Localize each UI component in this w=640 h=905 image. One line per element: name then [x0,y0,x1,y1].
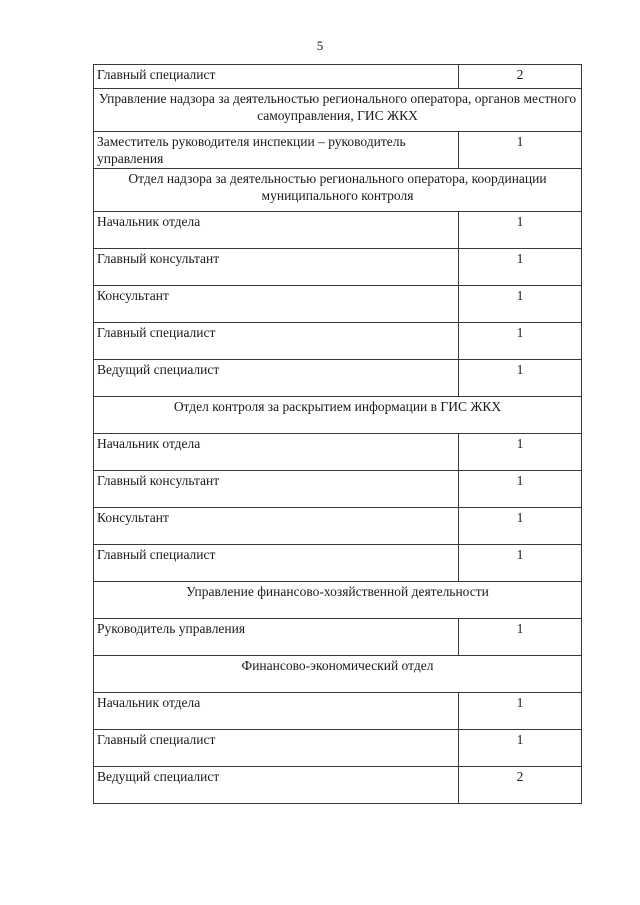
position-count: 2 [459,65,582,89]
section-title: Отдел надзора за деятельностью регионального оператора, координации муниципального контроля [94,169,582,212]
position-title: Заместитель руководителя инспекции – руководитель управления [94,132,459,169]
position-title: Начальник отдела [94,693,459,730]
table-row [94,619,582,656]
position-title: Главный специалист [94,65,459,89]
position-title: Главный специалист [94,730,459,767]
section-row [94,397,582,434]
position-count: 1 [459,249,582,286]
position-count: 1 [459,434,582,471]
position-title: Ведущий специалист [94,360,459,397]
table-row [94,323,582,360]
position-title: Главный специалист [94,323,459,360]
section-title: Управление финансово-хозяйственной деятельности [94,582,582,619]
staffing-table [93,64,582,804]
section-title: Финансово-экономический отдел [94,656,582,693]
table-row [94,286,582,323]
position-count: 1 [459,471,582,508]
position-title: Начальник отдела [94,212,459,249]
table-row [94,508,582,545]
section-title: Управление надзора за деятельностью регионального оператора, органов местного самоуправления, ГИС ЖКХ [94,89,582,132]
position-title: Главный консультант [94,249,459,286]
section-row [94,656,582,693]
section-row [94,582,582,619]
position-title: Ведущий специалист [94,767,459,804]
table-row [94,212,582,249]
table-row [94,471,582,508]
section-row [94,169,582,212]
position-count: 1 [459,693,582,730]
position-title: Главный специалист [94,545,459,582]
position-title: Главный консультант [94,471,459,508]
position-title: Руководитель управления [94,619,459,656]
position-title: Консультант [94,508,459,545]
position-count: 2 [459,767,582,804]
section-row [94,89,582,132]
position-count: 1 [459,286,582,323]
table-row [94,434,582,471]
table-row [94,132,582,169]
table-row [94,730,582,767]
position-count: 1 [459,730,582,767]
position-count: 1 [459,545,582,582]
table-row [94,545,582,582]
position-title: Начальник отдела [94,434,459,471]
position-count: 1 [459,132,582,169]
table-row [94,65,582,89]
section-title: Отдел контроля за раскрытием информации в ГИС ЖКХ [94,397,582,434]
page-number: 5 [316,38,324,53]
table-row [94,767,582,804]
position-title: Консультант [94,286,459,323]
position-count: 1 [459,323,582,360]
table-row [94,249,582,286]
position-count: 1 [459,619,582,656]
table-row [94,693,582,730]
table-row [94,360,582,397]
position-count: 1 [459,360,582,397]
position-count: 1 [459,212,582,249]
position-count: 1 [459,508,582,545]
